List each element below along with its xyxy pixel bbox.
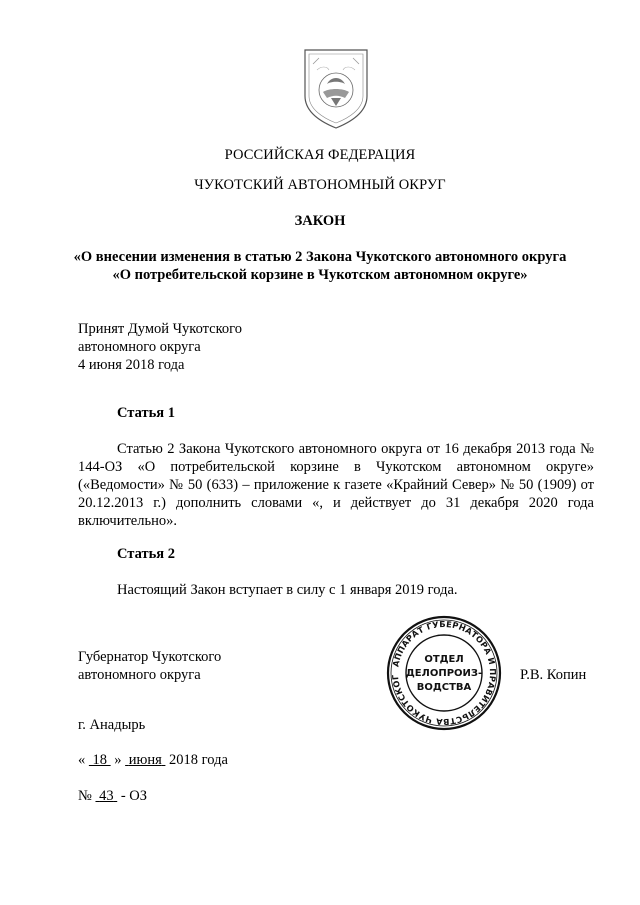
signature-title-line-1: Губернатор Чукотского <box>78 649 222 665</box>
country-heading: РОССИЙСКАЯ ФЕДЕРАЦИЯ <box>224 147 416 163</box>
law-number <box>78 787 147 805</box>
date-month-value: июня <box>128 752 162 768</box>
stamp-center-line-3: ВОДСТВА <box>416 682 472 693</box>
law-number-prefix: № <box>78 788 92 804</box>
date-month <box>125 752 165 768</box>
date-day-value: 18 <box>92 752 107 768</box>
stamp-graphic <box>385 614 503 732</box>
stamp-ring-text: АППАРАТ ГУБЕРНАТОРА И ПРАВИТЕЛЬСТВА ЧУКОТСКОГ <box>389 618 499 728</box>
law-number-digits: 43 <box>99 788 114 804</box>
law-number-value <box>95 788 117 804</box>
date-close-quote: » <box>114 752 122 768</box>
signatory-name: Р.В. Копин <box>520 667 587 683</box>
article-2-heading: Статья 2 <box>117 546 175 562</box>
law-title-line-2: «О потребительской корзине в Чукотском автономном округе» <box>112 267 528 283</box>
place-of-signing: г. Анадырь <box>78 717 146 733</box>
signature-title-line-2: автономного округа <box>78 667 201 683</box>
date-day <box>89 752 111 768</box>
adopted-date: 4 июня 2018 года <box>78 357 185 373</box>
law-number-suffix: - ОЗ <box>120 788 148 804</box>
signing-date <box>78 751 228 769</box>
adopted-line-2: автономного округа <box>78 339 201 355</box>
region-heading: ЧУКОТСКИЙ АВТОНОМНЫЙ ОКРУГ <box>194 177 446 193</box>
date-year: 2018 года <box>169 752 228 768</box>
article-1-text: Статью 2 Закона Чукотского автономного округа от 16 декабря 2013 года № 144-ОЗ «О потребительской корзине в Чукотском автономном округе» («Ведомости» № 50 (633) – приложение к газете «Крайний Север» № 50 (1909) от 20.12.2013 г.) дополнить словами «, и действует до 31 декабря 2020 года включительно». <box>78 441 594 529</box>
article-1-heading: Статья 1 <box>117 405 175 421</box>
article-1-body <box>78 440 594 530</box>
stamp-center-line-1: ОТДЕЛ <box>424 654 464 665</box>
stamp-center-line-2: ДЕЛОПРОИЗ- <box>405 668 483 679</box>
adopted-line-1: Принят Думой Чукотского <box>78 321 243 337</box>
emblem-graphic <box>293 44 379 130</box>
law-title-line-1: «О внесении изменения в статью 2 Закона Чукотского автономного округа <box>73 249 567 265</box>
date-open-quote: « <box>78 752 86 768</box>
coat-of-arms-emblem <box>293 44 379 130</box>
article-2-text: Настоящий Закон вступает в силу с 1 января 2019 года. <box>117 582 458 598</box>
document-type-heading: ЗАКОН <box>294 213 346 229</box>
official-stamp <box>385 614 503 732</box>
